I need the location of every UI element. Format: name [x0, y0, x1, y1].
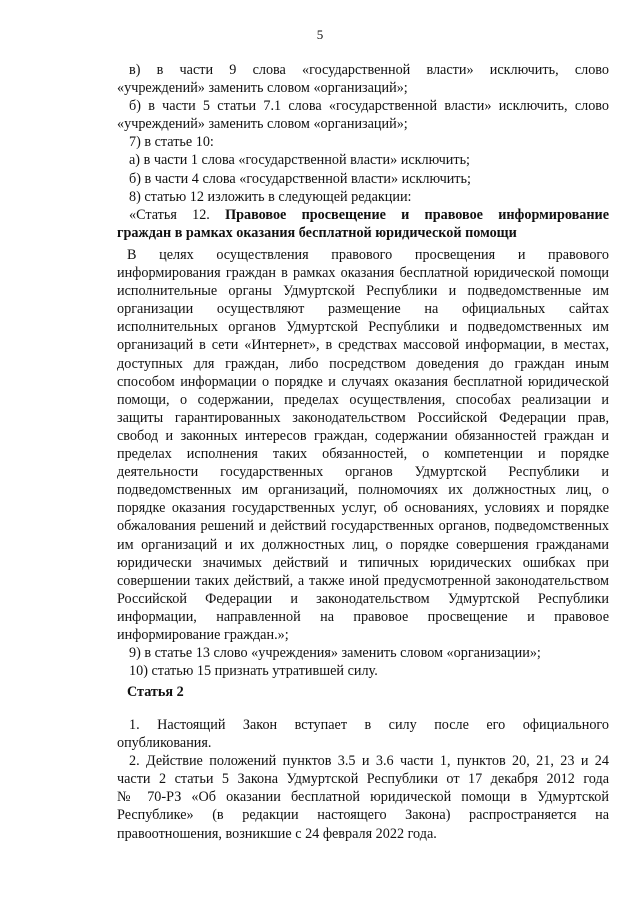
body-line: юридически значимых действий и типичных юридических ошибках при: [117, 554, 609, 571]
body-line: помощи, о содержании, пределах осуществления, способах реализации и: [117, 391, 609, 408]
body-line: В целях осуществления правового просвещения и правового: [127, 247, 609, 263]
body-line: информирование граждан.»;: [117, 626, 289, 643]
article-2-item: 1. Настоящий Закон вступает в силу после его официального: [129, 717, 609, 733]
body-line: исполнительные органы Удмуртской Республики и подведомственные им: [117, 283, 609, 300]
body-line: информации, направленной на правовое просвещение и правовое: [117, 608, 609, 625]
body-line: совершении таких действий, а также иной предусмотренной законодательством: [117, 572, 609, 589]
amendment-item: а) в части 1 слова «государственной власти» исключить;: [129, 152, 470, 169]
article-2-item: части 2 статьи 5 Закона Удмуртской Республики от 17 декабря 2012 года: [117, 771, 609, 788]
article-12-title-line: граждан в рамках оказания бесплатной юридической помощи: [117, 224, 517, 241]
body-line: им организаций и их должностных лиц, о порядке совершения гражданами: [117, 536, 609, 553]
amendment-item: 9) в статье 13 слово «учреждения» заменить словом «организации»;: [129, 645, 541, 662]
body-line: пределах исполнения таких обязанностей, о компетенции и порядке: [117, 446, 609, 463]
body-line: организаций в сети «Интернет», в средствах массовой информации, в местах,: [117, 337, 609, 354]
body-line: Российской Федерации и законодательством Удмуртской Республики: [117, 590, 609, 607]
article-12-title: [117, 206, 609, 224]
body-line: информирования граждан в рамках оказания бесплатной юридической помощи: [117, 265, 609, 282]
amendment-item: в) в части 9 слова «государственной власти» исключить, слово: [129, 62, 609, 78]
amendment-item: «учреждений» заменить словом «организаций»;: [117, 80, 408, 97]
article-12-body: [117, 246, 609, 680]
body-line: способом информации о порядке и случаях оказания бесплатной юридической: [117, 373, 609, 390]
article-2-item: № 70-РЗ «Об оказании бесплатной юридической помощи в Удмуртской: [117, 789, 609, 806]
body-line: обжалования решений и действий государственных органов, подведомственных: [117, 518, 609, 535]
amendment-item: «учреждений» заменить словом «организаций»;: [117, 116, 408, 133]
amendment-item: б) в части 5 статьи 7.1 слова «государственной власти» исключить, слово: [129, 98, 609, 115]
page-number: 5: [316, 27, 324, 42]
amendment-item: 7) в статье 10:: [129, 134, 214, 151]
article-2-item: правоотношения, возникшие с 24 февраля 2022 года.: [117, 825, 437, 842]
article-12-title-cont: [117, 224, 609, 242]
body-line: деятельности государственных органов Удмуртской Республики и: [117, 464, 609, 481]
body-line: доступных для граждан, либо посредством доведения до граждан иным: [117, 355, 609, 372]
article-12-title-line: Правовое просвещение и правовое информирование: [225, 206, 610, 223]
amendment-item: 8) статью 12 изложить в следующей редакции:: [129, 188, 412, 205]
body-line: свобод и законных интересов граждан, содержании обязанностей граждан и: [117, 427, 609, 444]
body-line: порядке оказания государственных услуг, об основаниях, условиях и порядке: [117, 500, 609, 517]
amendments-list: [117, 61, 609, 242]
body-line: подведомственных им организаций, полномочиях их должностных лиц, о: [117, 482, 609, 499]
article-2-item: опубликования.: [117, 735, 212, 752]
article-2-item: 2. Действие положений пунктов 3.5 и 3.6 части 1, пунктов 20, 21, 23 и 24: [129, 753, 609, 770]
body-line: защиты гарантированных законодательством Российской Федерации прав,: [117, 409, 609, 426]
article-2-heading: Статья 2: [127, 684, 184, 700]
article-12-prefix: «Статья 12.: [129, 206, 210, 223]
body-line: исполнительных органов Удмуртской Республики и подведомственных им: [117, 319, 609, 336]
article-2-item: Республике» (в редакции настоящего Закона) распространяется на: [117, 807, 609, 824]
article-2-body: [117, 716, 609, 843]
body-line: организации осуществляют размещение на официальных сайтах: [117, 301, 609, 318]
amendment-item: 10) статью 15 признать утратившей силу.: [129, 663, 378, 680]
amendment-item: б) в части 4 слова «государственной власти» исключить;: [129, 170, 471, 187]
